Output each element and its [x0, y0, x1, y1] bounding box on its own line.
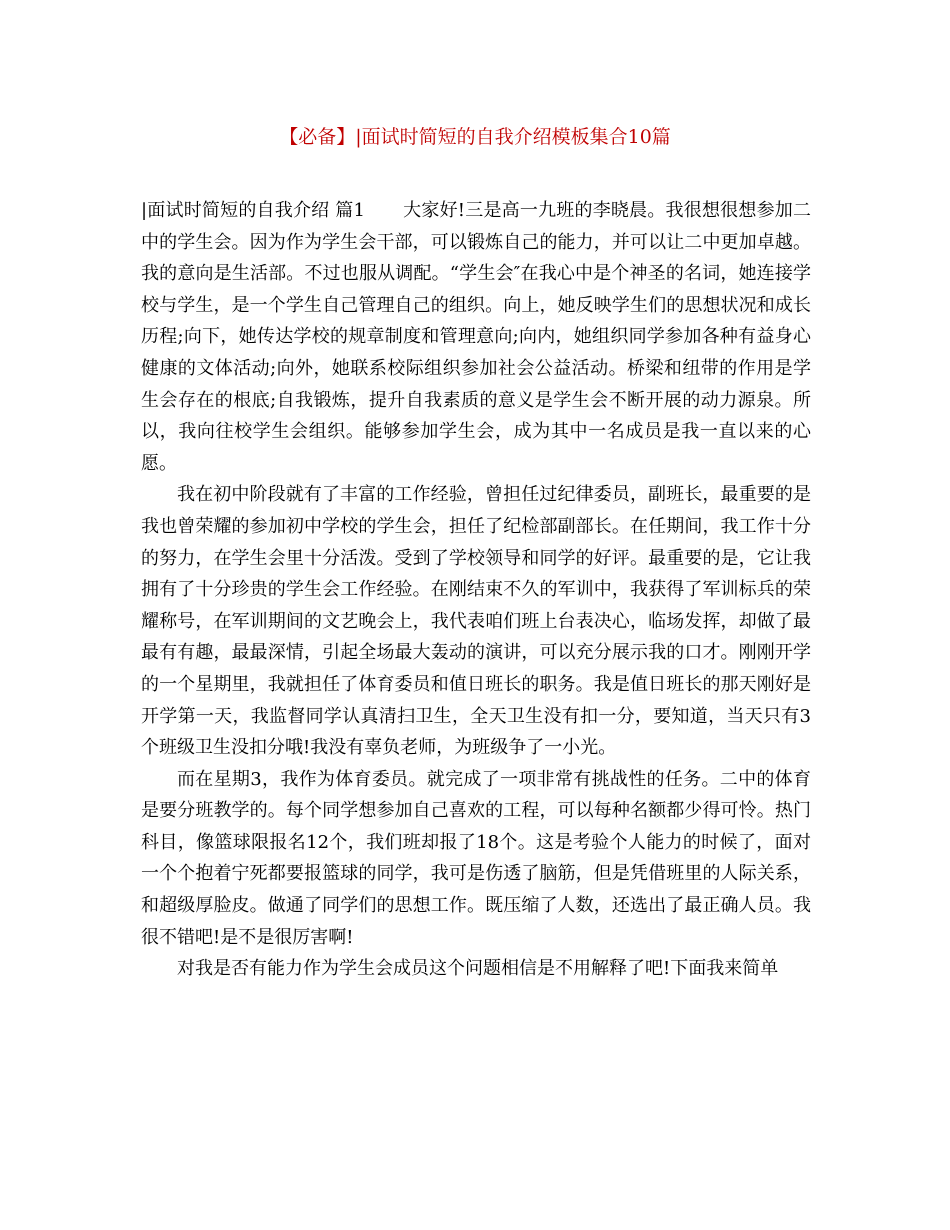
paragraph-2: 我在初中阶段就有了丰富的工作经验，曾担任过纪律委员，副班长，最重要的是我也曾荣耀的参加初中学校的学生会，担任了纪检部副部长。在任期间，我工作十分的努力，在学生会里十分活泼。受到了学校领导和同学的好评。最重要的是，它让我拥有了十分珍贵的学生会工作经验。在刚结束不久的军训中，我获得了军训标兵的荣耀称号，在军训期间的文艺晚会上，我代表咱们班上台表决心，临场发挥，却做了最最有有趣，最最深情，引起全场最大轰动的演讲，可以充分展示我的口才。刚刚开学的一个星期里，我就担任了体育委员和值日班长的职务。我是值日班长的那天刚好是开学第一天，我监督同学认真清扫卫生，全天卫生没有扣一分，要知道，当天只有3个班级卫生没扣分哦!我没有辜负老师，为班级争了一小光。 [141, 484, 811, 759]
paragraph-3: 而在星期3，我作为体育委员。就完成了一项非常有挑战性的任务。二中的体育是要分班教学的。每个同学想参加自己喜欢的工程，可以每种名额都少得可怜。热门科目，像篮球限报名12个，我们班却报了18个。这是考验个人能力的时候了，面对一个个抱着宁死都要报篮球的同学，我可是伤透了脑筋，但是凭借班里的人际关系，和超级厚脸皮。做通了同学们的思想工作。既压缩了人数，还选出了最正确人员。我很不错吧!是不是很厉害啊! [141, 768, 811, 948]
paragraph-1-text: 大家好!三是高一九班的李晓晨。我很想很想参加二中的学生会。因为作为学生会干部，可以锻炼自己的能力，并可以让二中更加卓越。我的意向是生活部。不过也服从调配。“学生会″在我心中是个神圣的名词，她连接学校与学生，是一个学生自己管理自己的组织。向上，她反映学生们的思想状况和成长历程;向下，她传达学校的规章制度和管理意向;向内，她组织同学参加各种有益身心健康的文体活动;向外，她联系校际组织参加社会公益活动。桥梁和纽带的作用是学生会存在的根底;自我锻炼，提升自我素质的意义是学生会不断开展的动力源泉。所以，我向往校学生会组织。能够参加学生会，成为其中一名成员是我一直以来的心愿。 [141, 200, 811, 474]
document-body [141, 195, 811, 985]
section-heading: |面试时简短的自我介绍 篇1 [141, 200, 365, 221]
document-title: 【必备】|面试时简短的自我介绍模板集合10篇 [279, 126, 671, 148]
paragraph-4: 对我是否有能力作为学生会成员这个问题相信是不用解释了吧!下面我来简单 [177, 958, 779, 980]
paragraph-1 [141, 195, 811, 479]
